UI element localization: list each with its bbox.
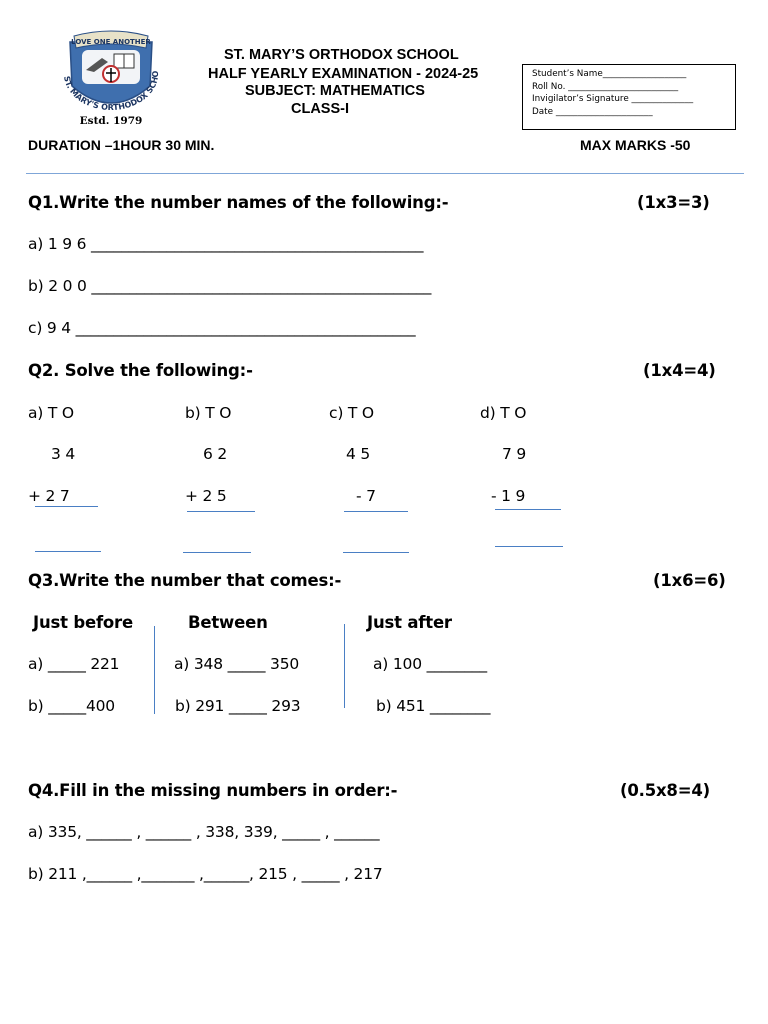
school-name: ST. MARY’S ORTHODOX SCHOOL	[224, 47, 459, 63]
q2-a-head: a) T O	[28, 404, 74, 422]
q2-d-answer-line[interactable]	[495, 546, 563, 547]
q4-marks: (0.5x8=4)	[620, 781, 710, 800]
invigilator-signature-field[interactable]: Invigilator’s Signature ______________	[532, 94, 694, 104]
q1-marks: (1x3=3)	[637, 193, 710, 212]
q4-title: Q4.Fill in the missing numbers in order:-	[28, 781, 398, 800]
student-name-field[interactable]: Student’s Name___________________	[532, 69, 687, 79]
q1-item-c[interactable]: c) 9 4 _____________________________________________	[28, 319, 416, 337]
q3-after-b[interactable]: b) 451 ________	[376, 697, 491, 715]
max-marks-label: MAX MARKS -50	[580, 137, 691, 153]
logo-estd: Estd. 1979	[79, 115, 143, 127]
q2-a-answer-line[interactable]	[35, 551, 101, 552]
q2-d-bottom: - 1 9	[491, 487, 526, 505]
q1-item-b[interactable]: b) 2 0 0 _____________________________________________	[28, 277, 432, 295]
q2-b-top: 6 2	[203, 445, 228, 463]
logo-ring-text: ST. MARY'S ORTHODOX SCHO	[62, 70, 161, 113]
q2-c-sum-line	[344, 511, 408, 512]
q3-title: Q3.Write the number that comes:-	[28, 571, 342, 590]
q4-item-a[interactable]: a) 335, ______ , ______ , 338, 339, _____ , ______	[28, 823, 380, 841]
q3-before-b[interactable]: b) _____400	[28, 697, 115, 715]
class-title: CLASS-I	[291, 101, 349, 117]
school-logo	[50, 28, 172, 128]
q2-c-head: c) T O	[329, 404, 374, 422]
q4-item-b[interactable]: b) 211 ,______ ,_______ ,______, 215 , _____ , 217	[28, 865, 383, 883]
q3-col-between-heading: Between	[188, 613, 268, 632]
header-divider	[26, 173, 744, 174]
exam-title: HALF YEARLY EXAMINATION - 2024-25	[208, 66, 479, 82]
duration-label: DURATION –1HOUR 30 MIN.	[28, 137, 215, 153]
q2-a-sum-line	[35, 506, 98, 507]
q2-c-top: 4 5	[346, 445, 371, 463]
q1-item-a[interactable]: a) 1 9 6 ____________________________________________	[28, 235, 424, 253]
subject-title: SUBJECT: MATHEMATICS	[245, 83, 425, 99]
q3-between-a[interactable]: a) 348 _____ 350	[174, 655, 300, 673]
q2-title: Q2. Solve the following:-	[28, 361, 253, 380]
q3-divider-1	[154, 626, 155, 714]
student-info-box	[522, 64, 736, 130]
q2-d-head: d) T O	[480, 404, 527, 422]
q3-marks: (1x6=6)	[653, 571, 726, 590]
q2-a-bottom: + 2 7	[28, 487, 70, 505]
roll-no-field[interactable]: Roll No. _________________________	[532, 81, 679, 92]
q2-b-answer-line[interactable]	[183, 552, 251, 553]
q3-col-before-heading: Just before	[33, 613, 133, 632]
q2-d-top: 7 9	[502, 445, 527, 463]
q3-divider-2	[344, 624, 345, 708]
q2-c-answer-line[interactable]	[343, 552, 409, 553]
q1-title: Q1.Write the number names of the following:-	[28, 193, 449, 212]
date-field[interactable]: Date ______________________	[532, 106, 653, 117]
q2-c-bottom: - 7	[356, 487, 376, 505]
q2-b-head: b) T O	[185, 404, 232, 422]
q3-between-b[interactable]: b) 291 _____ 293	[175, 697, 301, 715]
q2-b-bottom: + 2 5	[185, 487, 227, 505]
q3-col-after-heading: Just after	[367, 613, 452, 632]
q2-a-top: 3 4	[51, 445, 76, 463]
q2-marks: (1x4=4)	[643, 361, 716, 380]
q3-before-a[interactable]: a) _____ 221	[28, 655, 120, 673]
q3-after-a[interactable]: a) 100 ________	[373, 655, 487, 673]
logo-motto: LOVE ONE ANOTHER	[71, 38, 151, 46]
q2-b-sum-line	[187, 511, 255, 512]
q2-d-sum-line	[495, 509, 561, 510]
